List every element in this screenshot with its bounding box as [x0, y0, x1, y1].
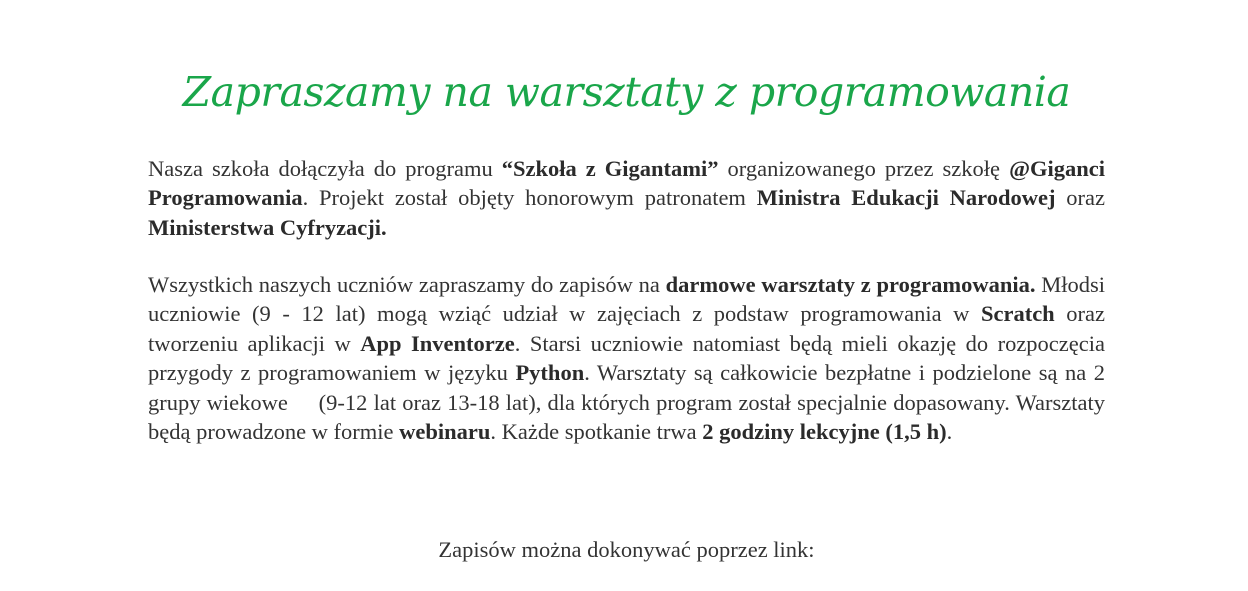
text-run: . Każde spotkanie trwa: [490, 419, 703, 445]
scratch-highlight: Scratch: [980, 301, 1055, 327]
signup-text: Zapisów można dokonywać poprzez link:: [438, 537, 815, 562]
text-run: Nasza szkoła dołączyła do programu: [148, 156, 502, 181]
python-highlight: Python: [515, 360, 585, 386]
app-inventor-highlight: App Inventorze: [360, 330, 515, 356]
patron-ministry-education: Ministra Edukacji Narodowej: [756, 185, 1056, 211]
page-title: Zapraszamy na warsztaty z programowania: [182, 68, 1071, 116]
text-run: oraz: [1055, 185, 1105, 211]
webinar-highlight: webinaru: [399, 419, 491, 445]
details-paragraph: [148, 270, 1105, 446]
patron-ministry-digital: Ministerstwa Cyfryzacji.: [148, 214, 387, 240]
text-run: .: [946, 419, 953, 445]
text-run: . Warsztaty są całkowicie bezpłatne i podzielone są na 2 grupy wiekowe (9-12 lat oraz 13-18 lat), dla których program został specjalnie dopasowany. Warsztaty będą prowadzone w formie: [148, 360, 1105, 445]
organizer-name: @Giganci Programowania: [148, 156, 1105, 211]
text-run: . Projekt został objęty honorowym patronatem: [302, 185, 757, 211]
program-name: “Szkoła z Gigantami”: [501, 156, 719, 181]
text-run: Młodsi uczniowie (9 - 12 lat) mogą wziąć udział w zajęciach z podstaw programowania w: [148, 272, 1106, 327]
intro-paragraph: [148, 154, 1105, 242]
free-workshops-highlight: darmowe warsztaty z programowania.: [665, 272, 1036, 297]
text-run: . Starsi uczniowie natomiast będą mieli okazję do rozpoczęcia przygody z programowaniem w języku: [148, 330, 1105, 386]
text-run: organizowanego przez szkołę: [718, 156, 1010, 181]
text-run: Wszystkich naszych uczniów zapraszamy do zapisów na: [148, 272, 666, 297]
text-run: oraz tworzeniu aplikacji w: [148, 301, 1105, 356]
duration-highlight: 2 godziny lekcyjne (1,5 h): [702, 419, 947, 445]
